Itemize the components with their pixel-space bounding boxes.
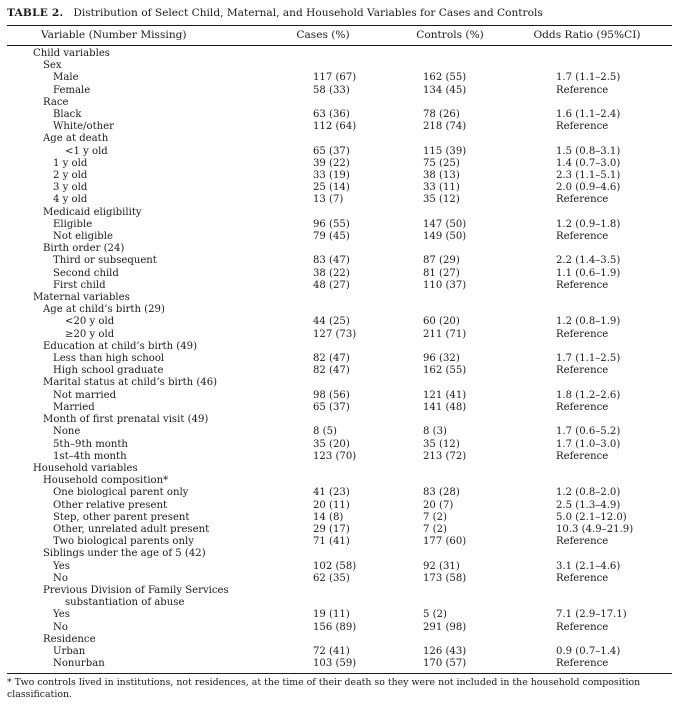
row-label: Maternal variables [33, 292, 130, 304]
row-label: substantiation of abuse [65, 597, 185, 609]
odds-ratio-cell: 1.2 (0.8–2.0) [556, 487, 621, 499]
table-row [7, 170, 672, 182]
cases-cell: 33 (19) [313, 170, 350, 182]
header-controls: Controls (%) [416, 29, 484, 41]
row-label: Household variables [33, 462, 138, 474]
table-row [7, 72, 672, 84]
table-row [7, 536, 672, 548]
odds-ratio-cell: 1.2 (0.8–1.9) [556, 316, 621, 328]
row-label: Married [53, 401, 95, 413]
row-label: Age at death [43, 133, 109, 145]
table-row [7, 622, 672, 634]
section-heading-row [7, 292, 672, 304]
table-row [7, 121, 672, 133]
row-label: No [53, 572, 68, 584]
odds-ratio-cell: Reference [556, 450, 609, 462]
odds-ratio-cell: Reference [556, 536, 609, 548]
odds-ratio-cell: 2.3 (1.1–5.1) [556, 170, 621, 182]
row-label: Month of first prenatal visit (49) [43, 414, 209, 426]
controls-cell: 7 (2) [423, 511, 447, 523]
row-label: Residence [43, 633, 96, 645]
table-row [7, 646, 672, 658]
odds-ratio-cell: 1.2 (0.9–1.8) [556, 218, 621, 230]
controls-cell: 96 (32) [423, 353, 460, 365]
odds-ratio-cell: 1.1 (0.6–1.9) [556, 267, 621, 279]
cases-cell: 82 (47) [313, 353, 350, 365]
row-label: None [53, 426, 81, 438]
cases-cell: 127 (73) [313, 328, 357, 340]
row-label: Not eligible [53, 231, 113, 243]
cases-cell: 72 (41) [313, 645, 350, 657]
row-label: Female [53, 84, 91, 96]
odds-ratio-cell: Reference [556, 365, 609, 377]
table-row [7, 194, 672, 206]
table-row [7, 439, 672, 451]
controls-cell: 177 (60) [423, 536, 467, 548]
group-heading-row [7, 133, 672, 145]
cases-cell: 13 (7) [313, 194, 344, 206]
table-row [7, 402, 672, 414]
odds-ratio-cell: 2.5 (1.3–4.9) [556, 499, 621, 511]
table-body [7, 48, 672, 670]
table-row [7, 451, 672, 463]
controls-cell: 218 (74) [423, 121, 467, 133]
controls-cell: 173 (58) [423, 572, 467, 584]
odds-ratio-cell: 1.4 (0.7–3.0) [556, 157, 621, 169]
cases-cell: 62 (35) [313, 572, 350, 584]
odds-ratio-cell: Reference [556, 621, 609, 633]
table-row [7, 390, 672, 402]
row-label: <1 y old [65, 145, 108, 157]
controls-cell: 149 (50) [423, 231, 467, 243]
cases-cell: 156 (89) [313, 621, 357, 633]
table-row [7, 524, 672, 536]
controls-cell: 121 (41) [423, 389, 467, 401]
controls-cell: 147 (50) [423, 218, 467, 230]
odds-ratio-cell: 1.8 (1.2–2.6) [556, 389, 621, 401]
row-label: Marital status at child’s birth (46) [43, 377, 218, 389]
table-row [7, 109, 672, 121]
cases-cell: 123 (70) [313, 450, 357, 462]
group-heading-row [7, 97, 672, 109]
cases-cell: 65 (37) [313, 401, 350, 413]
row-label: ≥20 y old [65, 328, 115, 340]
table-row [7, 573, 672, 585]
header-odds-ratio: Odds Ratio (95%CI) [533, 29, 641, 41]
odds-ratio-cell: 1.6 (1.1–2.4) [556, 109, 621, 121]
row-label: <20 y old [65, 316, 115, 328]
row-label: Eligible [53, 218, 93, 230]
group-heading-row [7, 475, 672, 487]
table-row [7, 85, 672, 97]
cases-cell: 41 (23) [313, 487, 350, 499]
group-heading-row [7, 304, 672, 316]
table-row [7, 158, 672, 170]
row-label: 5th–9th month [53, 438, 128, 450]
row-label: White/other [53, 121, 114, 133]
group-heading-row [7, 585, 672, 597]
header-cases: Cases (%) [296, 29, 350, 41]
group-heading-row [7, 243, 672, 255]
group-heading-row [7, 634, 672, 646]
odds-ratio-cell: Reference [556, 572, 609, 584]
odds-ratio-cell: 0.9 (0.7–1.4) [556, 645, 621, 657]
table-row [7, 426, 672, 438]
row-label: Yes [53, 560, 70, 572]
controls-cell: 162 (55) [423, 72, 467, 84]
cases-cell: 35 (20) [313, 438, 350, 450]
group-heading-row [7, 207, 672, 219]
row-label: 4 y old [53, 194, 88, 206]
row-label: Male [53, 72, 79, 84]
controls-cell: 92 (31) [423, 560, 460, 572]
row-label: First child [53, 279, 106, 291]
row-label: Other relative present [53, 499, 168, 511]
controls-cell: 8 (3) [423, 426, 447, 438]
cases-cell: 48 (27) [313, 279, 350, 291]
controls-cell: 20 (7) [423, 499, 454, 511]
controls-cell: 5 (2) [423, 609, 447, 621]
row-label: 2 y old [53, 170, 88, 182]
controls-cell: 115 (39) [423, 145, 467, 157]
odds-ratio-cell: 3.1 (2.1–4.6) [556, 560, 621, 572]
table-row [7, 268, 672, 280]
table-row [7, 658, 672, 670]
controls-cell: 291 (98) [423, 621, 467, 633]
row-label: 3 y old [53, 182, 88, 194]
controls-cell: 33 (11) [423, 182, 460, 194]
row-label: Third or subsequent [53, 255, 157, 267]
table-caption [7, 7, 672, 19]
cases-cell: 112 (64) [313, 121, 357, 133]
row-label: Household composition* [43, 475, 169, 487]
row-label: Urban [53, 645, 86, 657]
cases-cell: 63 (36) [313, 109, 350, 121]
table-row [7, 500, 672, 512]
cases-cell: 38 (22) [313, 267, 350, 279]
group-heading-row [7, 341, 672, 353]
row-label: Second child [53, 267, 119, 279]
controls-cell: 134 (45) [423, 84, 467, 96]
cases-cell: 65 (37) [313, 145, 350, 157]
section-heading-row [7, 463, 672, 475]
odds-ratio-cell: Reference [556, 231, 609, 243]
cases-cell: 79 (45) [313, 231, 350, 243]
row-label: Two biological parents only [53, 536, 194, 548]
table-row [7, 182, 672, 194]
header-rule [7, 45, 672, 46]
row-label: Nonurban [53, 658, 105, 670]
controls-cell: 7 (2) [423, 523, 447, 535]
table-row [7, 561, 672, 573]
header-variable: Variable (Number Missing) [41, 29, 187, 41]
odds-ratio-cell: Reference [556, 279, 609, 291]
table-header [7, 26, 672, 45]
cases-cell: 39 (22) [313, 157, 350, 169]
bottom-rule [7, 673, 672, 674]
controls-cell: 141 (48) [423, 401, 467, 413]
controls-cell: 75 (25) [423, 157, 460, 169]
table-row [7, 512, 672, 524]
row-label: High school graduate [53, 365, 164, 377]
row-label: Black [53, 109, 82, 121]
odds-ratio-cell: Reference [556, 328, 609, 340]
row-label: Education at child’s birth (49) [43, 340, 198, 352]
row-label: 1 y old [53, 157, 88, 169]
table-row [7, 146, 672, 158]
table-row [7, 365, 672, 377]
row-label: Less than high school [53, 353, 165, 365]
odds-ratio-cell: 1.7 (1.1–2.5) [556, 353, 621, 365]
row-label: Race [43, 96, 69, 108]
cases-cell: 25 (14) [313, 182, 350, 194]
cases-cell: 103 (59) [313, 658, 357, 670]
odds-ratio-cell: 2.0 (0.9–4.6) [556, 182, 621, 194]
odds-ratio-cell: Reference [556, 84, 609, 96]
controls-cell: 35 (12) [423, 194, 460, 206]
row-label: One biological parent only [53, 487, 189, 499]
cases-cell: 83 (47) [313, 255, 350, 267]
table-row [7, 316, 672, 328]
row-label: Yes [53, 609, 70, 621]
row-label: Siblings under the age of 5 (42) [43, 548, 206, 560]
controls-cell: 213 (72) [423, 450, 467, 462]
odds-ratio-cell: 1.7 (1.0–3.0) [556, 438, 621, 450]
table-title: Distribution of Select Child, Maternal, and Household Variables for Cases and Controls [73, 7, 543, 19]
row-label: Child variables [33, 48, 110, 59]
controls-cell: 81 (27) [423, 267, 460, 279]
cases-cell: 14 (8) [313, 511, 344, 523]
row-label: Medicaid eligibility [43, 206, 142, 218]
odds-ratio-cell: 2.2 (1.4–3.5) [556, 255, 621, 267]
table-row [7, 609, 672, 621]
controls-cell: 162 (55) [423, 365, 467, 377]
controls-cell: 110 (37) [423, 279, 467, 291]
row-label: 1st–4th month [53, 450, 127, 462]
row-label: Sex [43, 60, 62, 72]
odds-ratio-cell: 1.7 (0.6–5.2) [556, 426, 621, 438]
table-row [7, 353, 672, 365]
controls-cell: 35 (12) [423, 438, 460, 450]
table-row [7, 255, 672, 267]
row-label: Previous Division of Family Services [43, 584, 229, 596]
group-heading-row [7, 60, 672, 72]
cases-cell: 44 (25) [313, 316, 350, 328]
cases-cell: 29 (17) [313, 523, 350, 535]
controls-cell: 60 (20) [423, 316, 460, 328]
section-heading-row [7, 48, 672, 60]
group-heading-row [7, 414, 672, 426]
row-label: Step, other parent present [53, 511, 190, 523]
odds-ratio-cell: 1.5 (0.8–3.1) [556, 145, 621, 157]
table-footnote: * Two controls lived in institutions, not residences, at the time of their death so they were not included in the household composition classification. [7, 677, 641, 700]
controls-cell: 211 (71) [423, 328, 467, 340]
cases-cell: 58 (33) [313, 84, 350, 96]
group-heading-row [7, 597, 672, 609]
group-heading-row [7, 548, 672, 560]
table-row [7, 329, 672, 341]
table-row [7, 487, 672, 499]
cases-cell: 117 (67) [313, 72, 357, 84]
table-row [7, 280, 672, 292]
odds-ratio-cell: Reference [556, 658, 609, 670]
row-label: No [53, 621, 68, 633]
table-row [7, 231, 672, 243]
table-row [7, 219, 672, 231]
odds-ratio-cell: Reference [556, 121, 609, 133]
controls-cell: 38 (13) [423, 170, 460, 182]
group-heading-row [7, 377, 672, 389]
controls-cell: 126 (43) [423, 645, 467, 657]
row-label: Other, unrelated adult present [53, 523, 210, 535]
odds-ratio-cell: Reference [556, 194, 609, 206]
odds-ratio-cell: Reference [556, 401, 609, 413]
cases-cell: 20 (11) [313, 499, 350, 511]
odds-ratio-cell: 10.3 (4.9–21.9) [556, 523, 634, 535]
odds-ratio-cell: 1.7 (1.1–2.5) [556, 72, 621, 84]
controls-cell: 87 (29) [423, 255, 460, 267]
row-label: Not married [53, 389, 117, 401]
cases-cell: 8 (5) [313, 426, 337, 438]
controls-cell: 78 (26) [423, 109, 460, 121]
controls-cell: 170 (57) [423, 658, 467, 670]
cases-cell: 96 (55) [313, 218, 350, 230]
cases-cell: 71 (41) [313, 536, 350, 548]
odds-ratio-cell: 5.0 (2.1–12.0) [556, 511, 627, 523]
table-label: TABLE 2. [7, 7, 64, 19]
cases-cell: 98 (56) [313, 389, 350, 401]
odds-ratio-cell: 7.1 (2.9–17.1) [556, 609, 627, 621]
cases-cell: 102 (58) [313, 560, 357, 572]
row-label: Birth order (24) [43, 243, 125, 255]
cases-cell: 82 (47) [313, 365, 350, 377]
row-label: Age at child’s birth (29) [43, 304, 165, 316]
cases-cell: 19 (11) [313, 609, 350, 621]
controls-cell: 83 (28) [423, 487, 460, 499]
